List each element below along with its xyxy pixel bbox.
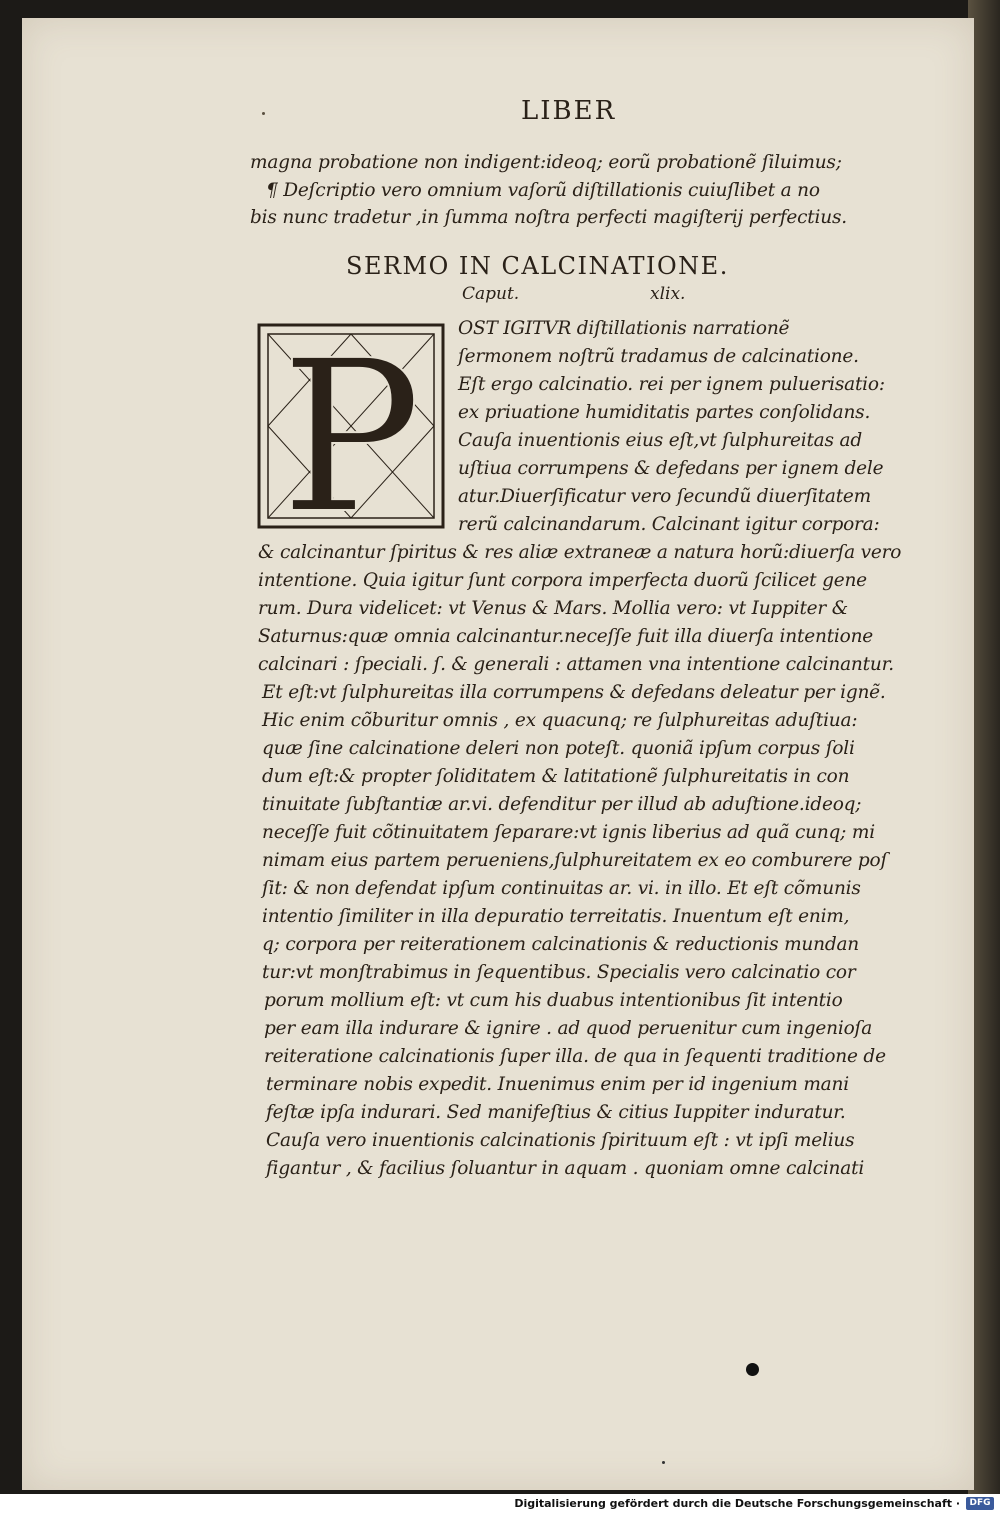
body-line-4: ex priuatione humiditatis partes conſolidans. — [458, 402, 871, 423]
body-line-14: Et eſt:vt ſulphureitas illa corrumpens & defedans deleatur per ignẽ. — [262, 682, 886, 703]
body-line-31: figantur , & facilius ſoluantur in aquam . quoniam omne calcinati — [266, 1158, 865, 1179]
intro-line-3: bis nunc tradetur ,in ſumma noſtra perfecti magiſterij perfectius. — [250, 207, 847, 228]
dfg-logo-icon: DFG — [966, 1497, 994, 1510]
body-line-10: intentione. Quia igitur ſunt corpora imperfecta duorũ ſcilicet gene — [258, 570, 867, 591]
body-line-16: quæ ſine calcinatione deleri non poteſt. quoniã ipſum corpus ſoli — [262, 738, 855, 759]
body-line-5: Cauſa inuentionis eius eſt,vt ſulphureitas ad — [458, 430, 862, 451]
intro-line-2 — [266, 180, 820, 201]
running-head: LIBER — [521, 96, 617, 126]
intro-line-1: magna probatione non indigent:ideoq; eorũ probationẽ ſiluimus; — [250, 152, 842, 173]
chapter-heading: SERMO IN CALCINATIONE. — [346, 252, 729, 280]
body-line-21: ſit: & non defendat ipſum continuitas ar. vi. in illo. Et eſt cõmunis — [262, 878, 861, 899]
initial-letter: P — [280, 322, 422, 530]
body-line-11: rum. Dura videlicet: vt Venus & Mars. Mollia vero: vt Iuppiter & — [258, 598, 849, 619]
body-line-27: reiteratione calcinationis ſuper illa. de qua in ſequenti traditione de — [264, 1046, 886, 1067]
body-line-17: dum eſt:& propter ſoliditatem & latitationẽ ſulphureitatis in con — [262, 766, 850, 787]
body-line-22: intentio ſimiliter in illa depuratio terreitatis. Inuentum eſt enim, — [262, 906, 850, 927]
body-line-30: Cauſa vero inuentionis calcinationis ſpirituum eſt : vt ipſi melius — [266, 1130, 855, 1151]
body-line-13: calcinari : ſpeciali. ſ. & generali : attamen vna intentione calcinantur. — [258, 654, 894, 675]
body-line-24: tur:vt monſtrabimus in ſequentibus. Specialis vero calcinatio cor — [262, 962, 856, 983]
caput-label: Caput. — [462, 284, 520, 304]
caput-number: xlix. — [650, 284, 686, 304]
body-line-28: terminare nobis expedit. Inuenimus enim per id ingenium mani — [266, 1074, 849, 1095]
body-line-25: porum mollium eſt: vt cum his duabus intentionibus ſit intentio — [264, 990, 843, 1011]
body-line-20: nimam eius partem perueniens,ſulphureitatem ex eo comburere poſ — [262, 850, 888, 871]
body-line-9: & calcinantur ſpiritus & res aliæ extraneæ a natura horũ:diuerſa vero — [258, 542, 902, 563]
body-line-19: neceſſe fuit cõtinuitatem ſeparare:vt ignis liberius ad quã cunq; mi — [262, 822, 875, 843]
body-line-2: ſermonem noſtrũ tradamus de calcinatione. — [458, 346, 859, 367]
body-line-8: rerũ calcinandarum. Calcinant igitur corpora: — [458, 514, 880, 535]
footer-credit: Digitalisierung gefördert durch die Deutsche Forschungsgemeinschaft · — [514, 1497, 960, 1510]
body-line-29: feſtæ ipſa indurari. Sed manifeſtius & citius Iuppiter induratur. — [266, 1102, 846, 1123]
body-line-12: Saturnus:quæ omnia calcinantur.neceſſe fuit illa diuerſa intentione — [258, 626, 874, 647]
ink-speck-bottom — [662, 1461, 665, 1464]
body-line-15: Hic enim cõburitur omnis , ex quacunq; re ſulphureitas aduſtiua: — [262, 710, 858, 731]
intro-line-2-text: Deſcriptio vero omnium vaſorũ diſtillationis cuiuſlibet a no — [283, 180, 820, 201]
body-line-6: uſtiua corrumpens & defedans per ignem dele — [458, 458, 884, 479]
body-line-3: Eſt ergo calcinatio. rei per ignem puluerisatio: — [458, 374, 885, 395]
body-line-23: q; corpora per reiterationem calcinationis & reductionis mundan — [262, 934, 860, 955]
decorated-initial — [256, 322, 446, 530]
body-line-18: tinuitate ſubſtantiæ ar.vi. defenditur per illud ab aduſtione.ideoq; — [262, 794, 862, 815]
ink-blot — [746, 1363, 759, 1376]
body-line-7: atur.Diuerſificatur vero ſecundũ diuerſitatem — [458, 486, 872, 507]
paragraph-mark: ¶ — [266, 180, 278, 201]
body-line-1: OST IGITVR diſtillationis narrationẽ — [458, 318, 790, 339]
body-line-26: per eam illa indurare & ignire . ad quod peruenitur cum ingenioſa — [264, 1018, 873, 1039]
